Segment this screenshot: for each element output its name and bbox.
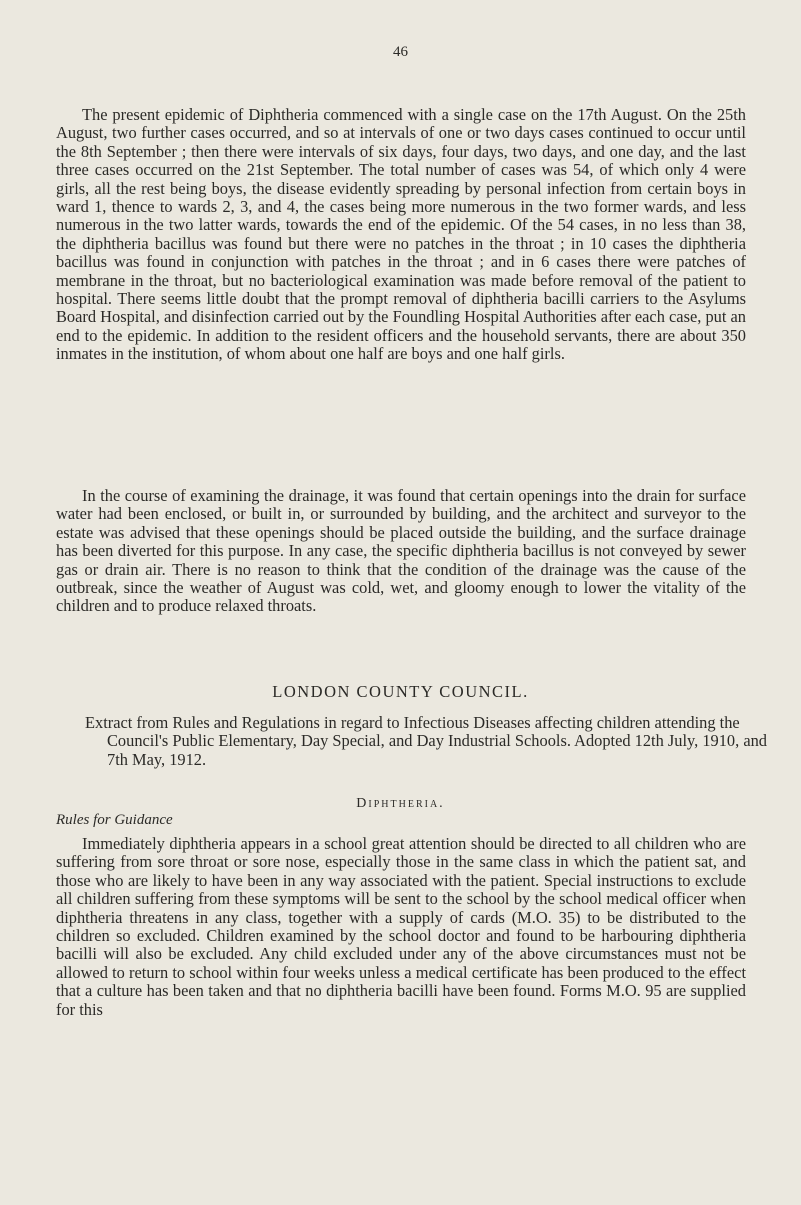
rules-label: Rules for Guidance (56, 812, 173, 828)
sub-heading: Diphtheria. (356, 796, 445, 811)
section-heading: LONDON COUNTY COUNCIL. (272, 682, 529, 701)
page-number: 46 (393, 44, 408, 60)
paragraph-epidemic-text: The present epidemic of Diphtheria commenced with a single case on the 17th August. On the 25th August, two further cases occurred, and so at intervals of one or two days cases continued to occur until the 8th September ; then there were intervals of six days, four days, two days, and one day, and the last three cases occurred on the 21st September. The total number of cases was 54, of which only 4 were girls, all the rest being boys, the disease evidently spreading by personal infection from certain boys in ward 1, thence to wards 2, 3, and 4, the cases being more numerous in the two former wards, and less numerous in the two latter wards, towards the end of the epidemic. Of the 54 cases, in no less than 38, the diphtheria bacillus was found but there were no patches in the throat ; in 10 cases the diphtheria bacillus was found in conjunction with patches in the throat ; and in 6 cases there were patches of membrane in the throat, but no bacteriological examination was made before removal of the patient to hospital. There seems little doubt that the prompt removal of diphtheria bacilli carriers to the Asylums Board Hospital, and disinfection carried out by the Foundling Hospital Authorities after each case, put an end to the epidemic. In addition to the resident officers and the household servants, there are about 350 inmates in the institution, of whom about one half are boys and one half girls. (56, 105, 746, 364)
extract-caption: Extract from Rules and Regulations in regard to Infectious Diseases affecting children attending the Council's Public Elementary, Day Special, and Day Industrial Schools. Adopted 12th July, 1910, and 7th May, 1912. (85, 713, 767, 769)
paragraph-drainage (56, 487, 746, 616)
paragraph-rules-text: Immediately diphtheria appears in a school great attention should be directed to all children who are suffering from sore throat or sore nose, especially those in the same class in which the patient sat, and those who are likely to have been in any way associated with the patient. Special instructions to exclude all children suffering from these symptoms will be sent to the school by the school medical officer when diphtheria threatens in any class, together with a supply of cards (M.O. 35) to be distributed to the children so excluded. Children examined by the school doctor and found to be harbouring diphtheria bacilli will also be excluded. Any child excluded under any of the above circumstances must not be allowed to return to school within four weeks unless a medical certificate has been produced to the effect that a culture has been taken and that no diphtheria bacilli have been found. Forms M.O. 95 are supplied for this (56, 834, 746, 1019)
paragraph-epidemic (56, 106, 746, 364)
paragraph-drainage-text: In the course of examining the drainage, it was found that certain openings into the drain for surface water had been enclosed, or built in, or surrounded by building, and the architect and surveyor to the estate was advised that these openings should be placed outside the building, and the surface drainage has been diverted for this purpose. In any case, the specific diphtheria bacillus is not conveyed by sewer gas or drain air. There is no reason to think that the condition of the drainage was the cause of the outbreak, since the weather of August was cold, wet, and gloomy enough to lower the vitality of the children and to produce relaxed throats. (56, 486, 746, 616)
paragraph-rules (56, 835, 746, 1019)
